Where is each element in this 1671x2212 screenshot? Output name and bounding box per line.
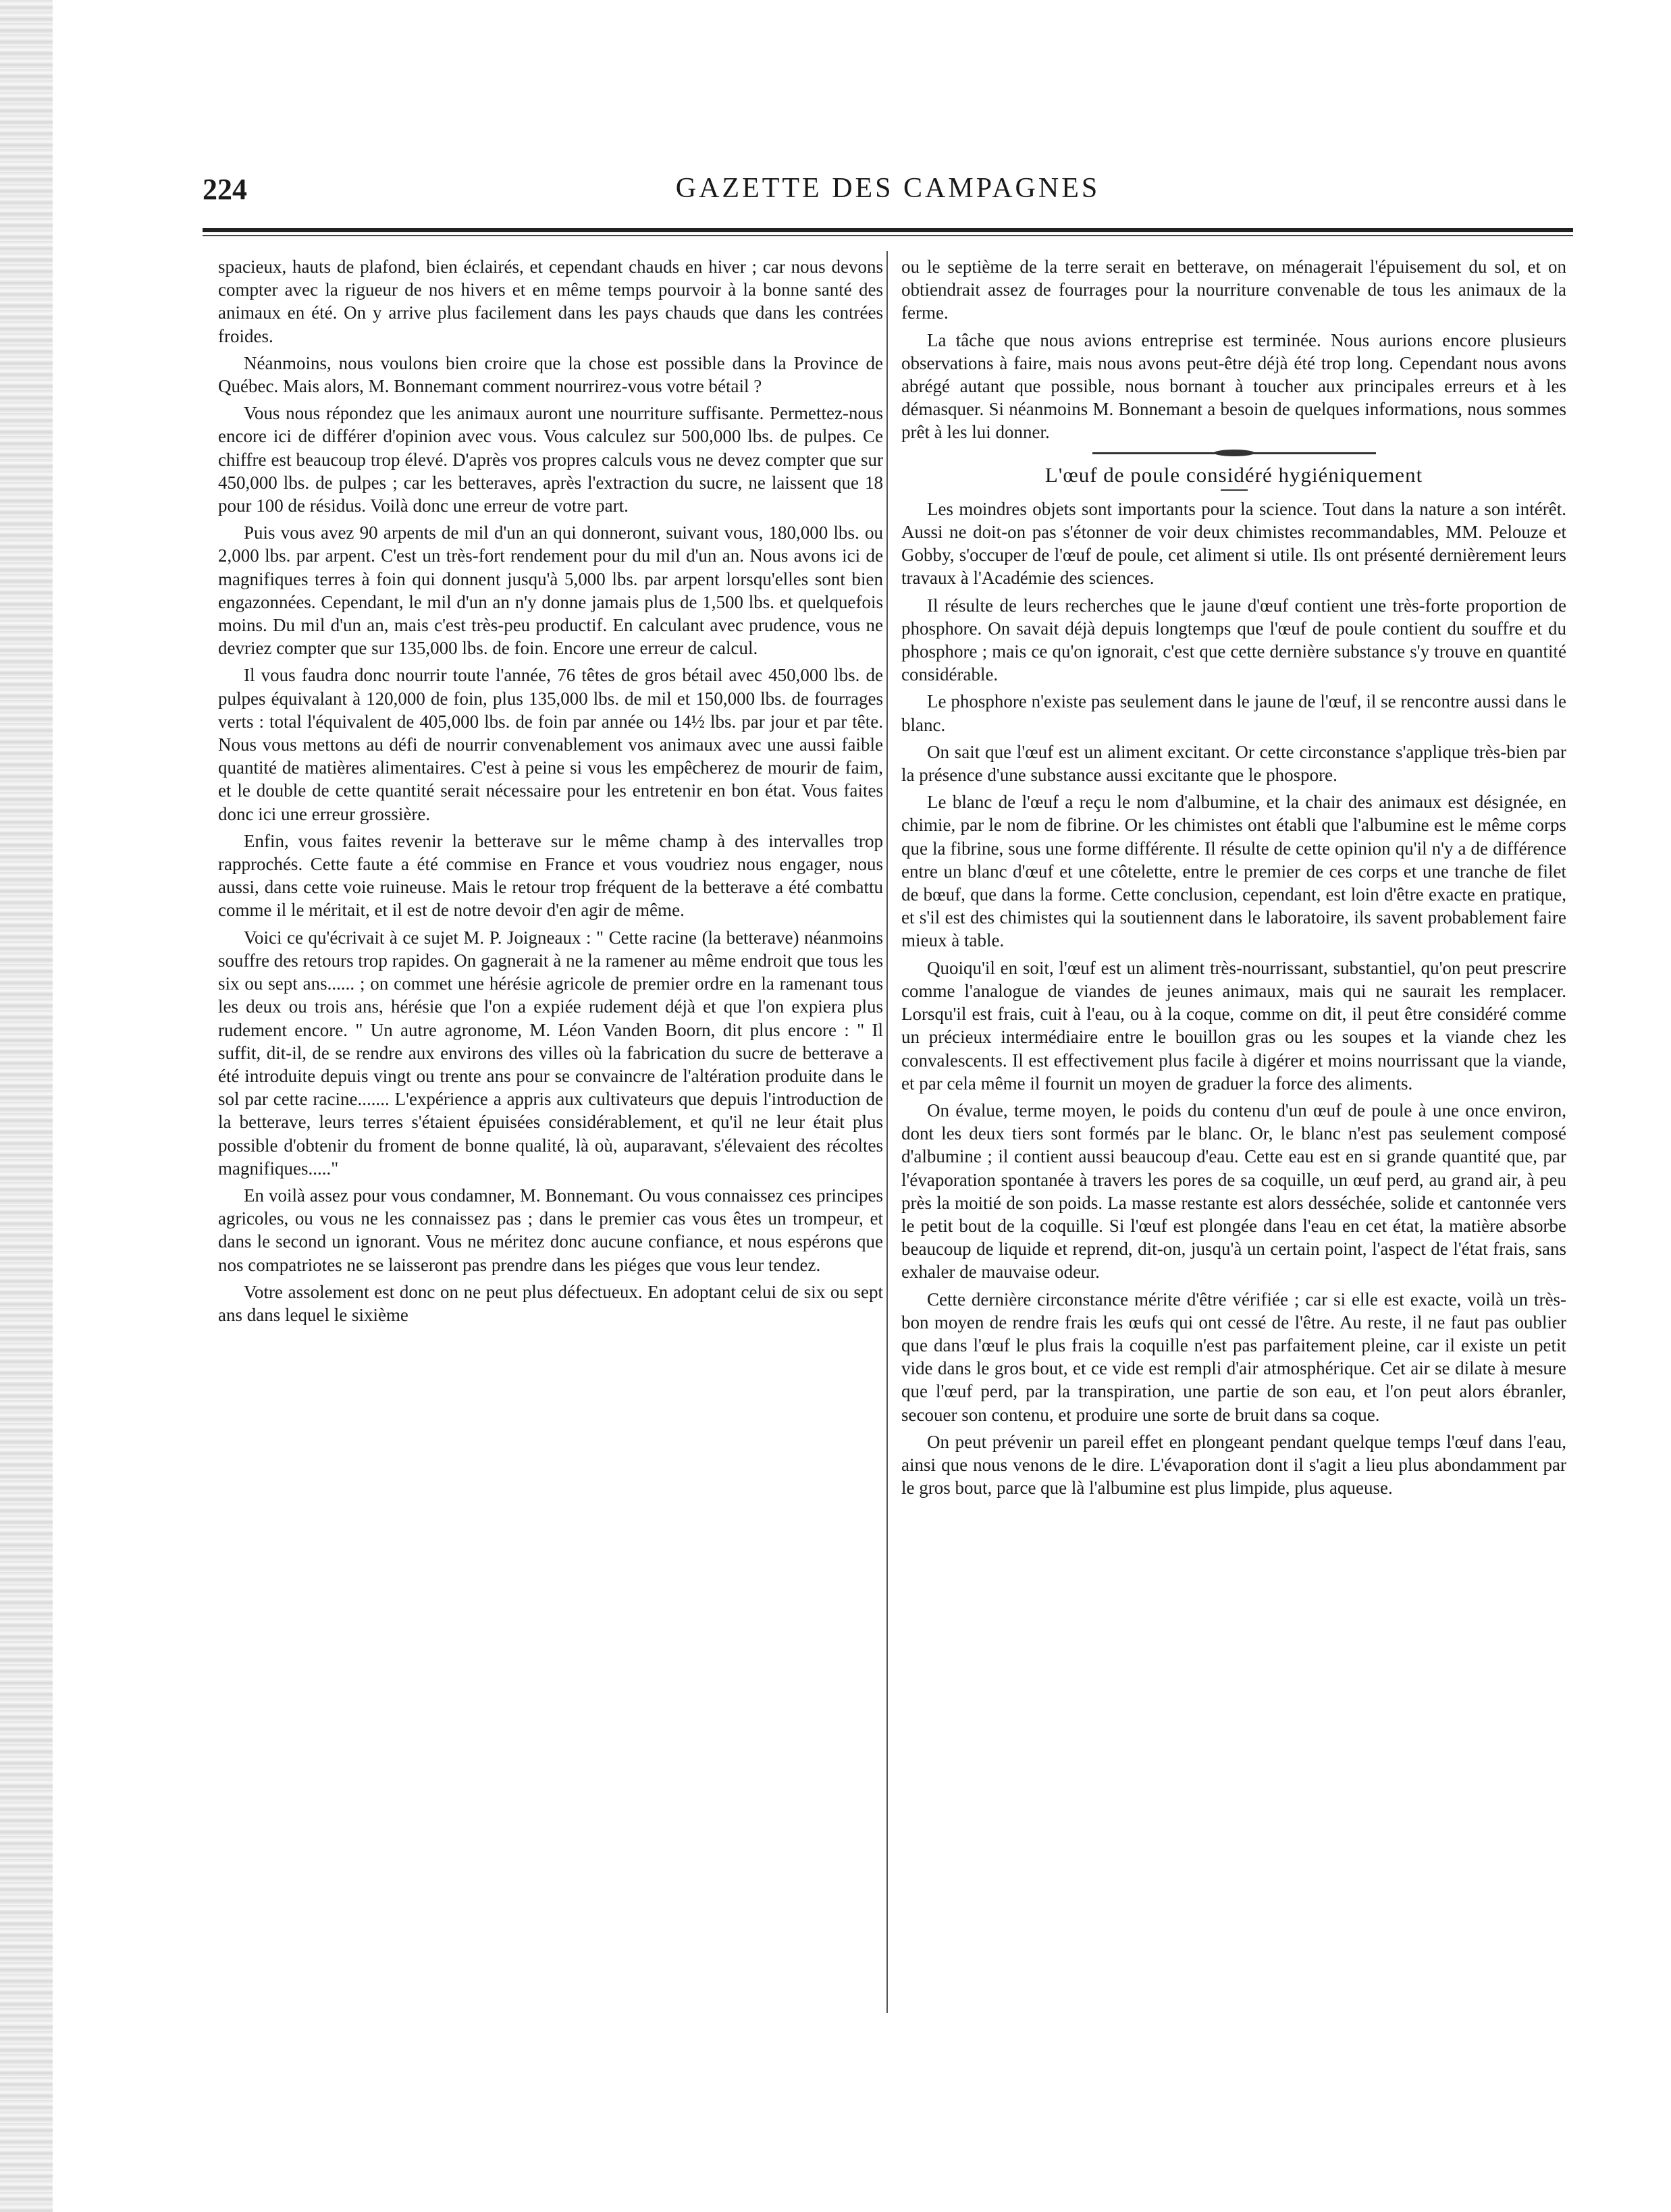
header-rule-thick bbox=[203, 228, 1573, 232]
paragraph: Voici ce qu'écrivait à ce sujet M. P. Joigneaux : " Cette racine (la betterave) néanmoins souffre des retours trop rapides. On gagnerait à ne la ramener au même endroit que tous les six ou sept ans...... ; on commet une hérésie agricole de premier ordre en la ramenant tous les deux ou trois ans, hérésie que l'on a expiée rudement déjà et que l'on expiera plus rudement encore. " Un autre agronome, M. Léon Vanden Boorn, dit plus encore : " Il suffit, dit-il, de se rendre aux environs des villes où la fabrication du sucre de betterave a été introduite depuis vingt ou trente ans pour se convaincre de l'altération produite dans le sol par cette racine....... L'expérience a appris aux cultivateurs que depuis l'introduction de la betterave, leurs terres s'étaient épuisées considérablement, et qu'il ne leur était plus possible d'obtenir du froment de bonne qualité, là où, auparavant, s'élevaient des récoltes magnifiques....." bbox=[218, 927, 883, 1179]
page-header bbox=[203, 172, 1573, 213]
paragraph: Votre assolement est donc on ne peut plus défectueux. En adoptant celui de six ou sept ans dans lequel le sixième bbox=[218, 1281, 883, 1325]
paragraph: spacieux, hauts de plafond, bien éclairés, et cependant chauds en hiver ; car nous devons compter avec la rigueur de nos hivers et en même temps pourvoir à la bonne santé des animaux en été. On y arrive plus facilement dans les pays chauds que dans les contrées froides. bbox=[218, 257, 883, 346]
paragraph: Le blanc de l'œuf a reçu le nom d'albumine, et la chair des animaux est désignée, en chimie, par le nom de fibrine. Or les chimistes ont établi que l'albumine est le même corps que la fibrine, sous une forme différente. Il résulte de cette opinion qu'il n'y a de différence entre un blanc d'œuf et une côtelette, entre le premier de ces corps et une tranche de filet de bœuf, que dans la forme. Cette conclusion, cependant, est loin d'être exacte en pratique, et s'il est des chimistes qui la soutiennent dans le laboratoire, ils savent probablement faire mieux à table. bbox=[901, 792, 1566, 951]
column-divider bbox=[886, 251, 888, 2013]
paragraph: On sait que l'œuf est un aliment excitant. Or cette circonstance s'applique très-bien par la présence d'une substance aussi excitante que le phospore. bbox=[901, 741, 1566, 786]
left-column bbox=[218, 255, 883, 2024]
header-rule-thin bbox=[203, 235, 1573, 236]
page-number: 224 bbox=[203, 173, 247, 206]
paragraph: Il résulte de leurs recherches que le jaune d'œuf contient une très-forte proportion de phosphore. On savait déjà depuis longtemps que l'œuf de poule contient du souffre et du phosphore ; mais ce qu'on ignorait, c'est que cette dernière substance s'y trouve en quantité considérable. bbox=[901, 595, 1566, 685]
paragraph: Le phosphore n'existe pas seulement dans le jaune de l'œuf, il se rencontre aussi dans le blanc. bbox=[901, 691, 1566, 735]
right-column bbox=[901, 255, 1566, 2024]
paragraph: En voilà assez pour vous condamner, M. Bonnemant. Ou vous connaissez ces principes agricoles, ou vous ne les connaissez pas ; dans le premier cas vous êtes un trompeur, et dans le second un ignorant. Vous ne méritez donc aucune confiance, et nous espérons que nos compatriotes ne se laisseront pas prendre dans les piéges que vous leur tendez. bbox=[218, 1185, 883, 1275]
journal-title: GAZETTE DES CAMPAGNES bbox=[675, 173, 1100, 204]
paragraph: On peut prévenir un pareil effet en plongeant pendant quelque temps l'œuf dans l'eau, ainsi que nous venons de le dire. L'évaporation dont il s'agit a lieu plus abondamment par le gros bout, parce que là l'albumine est plus limpide, plus aqueuse. bbox=[901, 1431, 1566, 1499]
paragraph: Cette dernière circonstance mérite d'être vérifiée ; car si elle est exacte, voilà un très-bon moyen de rendre frais les œufs qui ont cessé de l'être. Au reste, il ne faut pas oublier que dans l'œuf le plus frais la coquille n'est pas parfaitement pleine, car il existe un petit vide dans le gros bout, et ce vide est rempli d'air atmosphérique. Cet air se dilate à mesure que l'œuf perd, par la transpiration, une partie de son eau, et l'on peut alors ébranler, secouer son contenu, et produire une sorte de bruit dans sa coque. bbox=[901, 1289, 1566, 1425]
paragraph: Il vous faudra donc nourrir toute l'année, 76 têtes de gros bétail avec 450,000 lbs. de pulpes équivalant à 120,000 de foin, plus 135,000 lbs. de mil et 150,000 lbs. de fourrages verts : total l'équivalent de 405,000 lbs. de foin par année ou 14½ lbs. par jour et par tête. Nous vous mettons au défi de nourrir convenablement vos animaux avec une aussi faible quantité de matières alimentaires. C'est à peine si vous les empêcherez de mourir de faim, et le double de cette quantité serait nécessaire pour les entretenir en bon état. Vous faites donc ici une erreur grossière. bbox=[218, 665, 883, 824]
paragraph: Quoiqu'il en soit, l'œuf est un aliment très-nourrissant, substantiel, qu'on peut prescrire comme l'analogue de viandes de jeunes animaux, mais qui ne saurait les remplacer. Lorsqu'il est frais, cuit à l'eau, ou à la coque, comme on dit, il peut être considéré comme un précieux intermédiaire entre le bouillon gras ou les soupes et la viande chez les convalescents. Il est effectivement plus facile à digérer et moins nourrissant que la viande, et par cela même il fournit un moyen de graduer la force des aliments. bbox=[901, 957, 1566, 1094]
article-title: L'œuf de poule considéré hygiéniquement bbox=[1044, 462, 1423, 487]
scan-edge-artifact bbox=[0, 0, 53, 2212]
paragraph: Puis vous avez 90 arpents de mil d'un an qui donneront, suivant vous, 180,000 lbs. ou 2,000 lbs. par arpent. C'est un très-fort rendement pour du mil d'un an. Nous avons ici de magnifiques terres à foin qui donnent jusqu'à 5,000 lbs. par arpent lorsqu'elles sont bien engazonnées. Cependant, le mil d'un an n'y donne jamais plus de 1,500 lbs. et quelquefois moins. Du mil d'un an, mais c'est très-peu productif. En calculant avec prudence, vous ne devriez compter que sur 135,000 lbs. de foin. Encore une erreur de calcul. bbox=[218, 522, 883, 659]
paragraph: Néanmoins, nous voulons bien croire que la chose est possible dans la Province de Québec. Mais alors, M. Bonnemant comment nourrirez-vous votre bétail ? bbox=[218, 352, 883, 397]
paragraph: Les moindres objets sont importants pour la science. Tout dans la nature a son intérêt. Aussi ne doit-on pas s'étonner de voir deux chimistes recommandables, MM. Pelouze et Gobby, s'occuper de l'œuf de poule, cet aliment si utile. Ils ont présenté dernièrement leurs travaux à l'Académie des sciences. bbox=[901, 498, 1566, 589]
title-dash bbox=[1221, 489, 1248, 491]
paragraph: La tâche que nous avions entreprise est terminée. Nous aurions encore plusieurs observations à faire, mais nous avons peut-être déjà été trop long. Cependant nous avons abrégé autant que possible, nous bornant à toucher aux principales erreurs et à les démasquer. Si néanmoins M. Bonnemant a besoin de quelques informations, nous sommes prêt à les lui donner. bbox=[901, 329, 1566, 443]
paragraph: ou le septième de la terre serait en betterave, on ménagerait l'épuisement du sol, et on obtiendrait assez de fourrages pour la nourriture convenable de tous les animaux de la ferme. bbox=[901, 257, 1566, 323]
section-ornament bbox=[1092, 452, 1376, 454]
paragraph: On évalue, terme moyen, le poids du contenu d'un œuf de poule à une once environ, dont les deux tiers sont formés par le blanc. Or, le blanc n'est pas seulement composé d'albumine ; il contient aussi beaucoup d'eau. Cette eau est en si grande quantité que, par l'évaporation spontanée à travers les pores de sa coquille, un œuf perd, au grand air, à peu près la moitié de son poids. La masse restante est alors desséchée, solide et cantonnée vers le petit bout de la coquille. Si l'œuf est plongée dans l'eau en cet état, la matière absorbe beaucoup de liquide et reprend, dit-on, jusqu'à un certain point, l'aspect de l'état frais, sans exhaler de mauvaise odeur. bbox=[901, 1100, 1566, 1283]
paragraph: Vous nous répondez que les animaux auront une nourriture suffisante. Permettez-nous encore ici de différer d'opinion avec vous. Vous calculez sur 500,000 lbs. de pulpes. Ce chiffre est beaucoup trop élevé. D'après vos propres calculs vous ne devez compter que sur 450,000 lbs. de pulpes ; car les betteraves, après l'extraction du sucre, ne laissent que 18 pour 100 de résidus. Voilà donc une erreur de votre part. bbox=[218, 403, 883, 516]
paragraph: Enfin, vous faites revenir la betterave sur le même champ à des intervalles trop rapprochés. Cette faute a été commise en France et vous voudriez nous engager, nous aussi, dans cette voie ruineuse. Mais le retour trop fréquent de la betterave a été combattu comme il le méritait, et il est de notre devoir d'en agir de même. bbox=[218, 830, 883, 921]
